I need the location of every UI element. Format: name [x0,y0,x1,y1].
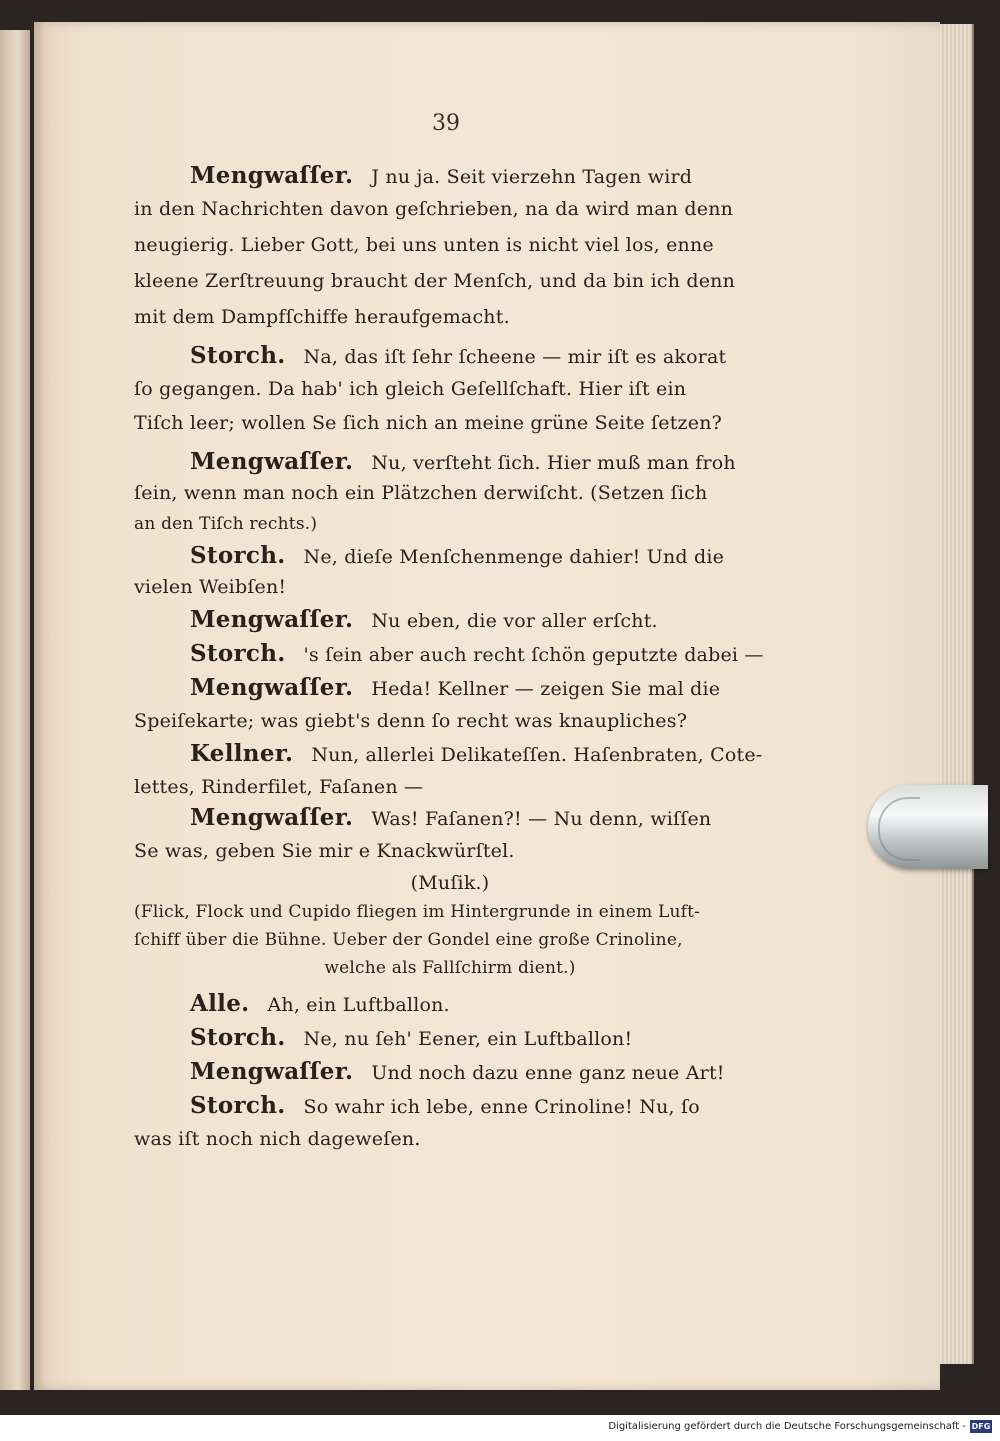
text-line [134,198,733,220]
line-text: J nu ja. Seit vierzehn Tagen wird [371,166,693,188]
text-line [134,514,317,534]
line-text: ſein, wenn man noch ein Plätzchen derwiſcht. (Setzen ſich [134,482,708,504]
text-line [134,840,515,862]
speaker-name: Mengwaſſer. [190,1058,354,1085]
speaker-name: Mengwaſſer. [190,162,354,189]
clip-inner [878,797,920,861]
line-text: Se was, geben Sie mir e Knackwürſtel. [134,840,515,862]
line-text: welche als Fallſchirm dient.) [324,958,576,978]
line-text: Ne, dieſe Menſchenmenge dahier! Und die [303,546,725,568]
speaker-name: Storch. [190,1024,286,1051]
text-line [190,606,658,633]
book-page [34,22,940,1390]
text-line [134,306,510,328]
text-line [134,234,714,256]
line-text: Tiſch leer; wollen Se ſich nich an meine grüne Seite ſetzen? [134,412,723,434]
text-line [134,1128,421,1150]
text-line [190,674,720,701]
line-text: Nu, verſteht ſich. Hier muß man froh [371,452,736,474]
line-text: Ne, nu ſeh' Eener, ein Luftballon! [303,1028,633,1050]
text-line [190,448,736,475]
line-text: 's ſein aber auch recht ſchön geputzte dabei — [303,644,764,666]
text-line [190,342,726,369]
line-text: Und noch dazu enne ganz neue Art! [371,1062,725,1084]
line-text: vielen Weibſen! [134,576,287,598]
stage-direction [134,872,766,894]
line-text: Na, das iſt ſehr ſcheene — mir iſt es akorat [303,346,727,368]
stage-direction [134,930,683,950]
text-line [190,990,450,1017]
speaker-name: Mengwaſſer. [190,448,354,475]
text-line [190,1092,700,1119]
page-stack-edge [940,24,974,1364]
line-text: mit dem Dampfſchiffe heraufgemacht. [134,306,510,328]
line-text: Heda! Kellner — zeigen Sie mal die [371,678,721,700]
text-line [190,640,764,667]
speaker-name: Storch. [190,542,286,569]
line-text: ſo gegangen. Da hab' ich gleich Geſellſchaft. Hier iſt ein [134,378,687,400]
text-line [190,162,692,189]
line-text: ſchiff über die Bühne. Ueber der Gondel eine große Crinoline, [134,930,683,950]
line-text: Ah, ein Luftballon. [267,994,450,1016]
line-text: Nu eben, die vor aller erſcht. [371,610,658,632]
line-text: in den Nachrichten davon geſchrieben, na da wird man denn [134,198,734,220]
text-line [134,710,687,732]
text-line [190,740,762,767]
page-clip [868,785,988,869]
speaker-name: Mengwaſſer. [190,674,354,701]
line-text: Nun, allerlei Delikateſſen. Haſenbraten, Cote- [311,744,763,766]
stage-direction [134,902,700,922]
text-line [190,542,724,569]
footer-credit: Digitalisierung gefördert durch die Deutsche Forschungsgemeinschaft - [608,1421,966,1432]
line-text: (Flick, Flock und Cupido fliegen im Hintergrunde in einem Luft- [134,902,701,922]
text-line [134,776,423,798]
text-line [134,576,286,598]
speaker-name: Alle. [190,990,250,1017]
text-line [134,482,707,504]
line-text: Was! Faſanen?! — Nu denn, wiſſen [371,808,712,830]
text-line [190,804,711,831]
text-line [190,1058,725,1085]
line-text: neugierig. Lieber Gott, bei uns unten is nicht viel los, enne [134,234,714,256]
line-text: Speiſekarte; was giebt's denn ſo recht was knaupliches? [134,710,688,732]
speaker-name: Storch. [190,1092,286,1119]
text-line [190,1024,632,1051]
line-text: lettes, Rinderfilet, Faſanen — [134,776,424,798]
text-line [134,412,722,434]
line-text: an den Tiſch rechts.) [134,514,318,534]
speaker-name: Mengwaſſer. [190,606,354,633]
line-text: was iſt noch nich dageweſen. [134,1128,421,1150]
line-text: kleene Zerſtreuung braucht der Menſch, und da bin ich denn [134,270,736,292]
line-text: So wahr ich lebe, enne Crinoline! Nu, ſo [303,1096,700,1118]
text-line [134,378,686,400]
speaker-name: Storch. [190,342,286,369]
stage-direction [134,958,766,978]
facing-page-edge [0,30,30,1390]
page-number: 39 [432,111,460,136]
footer-bar [0,1415,1000,1441]
text-line [134,270,735,292]
speaker-name: Kellner. [190,740,294,767]
speaker-name: Mengwaſſer. [190,804,354,831]
line-text: (Muſik.) [410,872,490,894]
speaker-name: Storch. [190,640,286,667]
dfg-logo: DFG [971,1422,991,1431]
